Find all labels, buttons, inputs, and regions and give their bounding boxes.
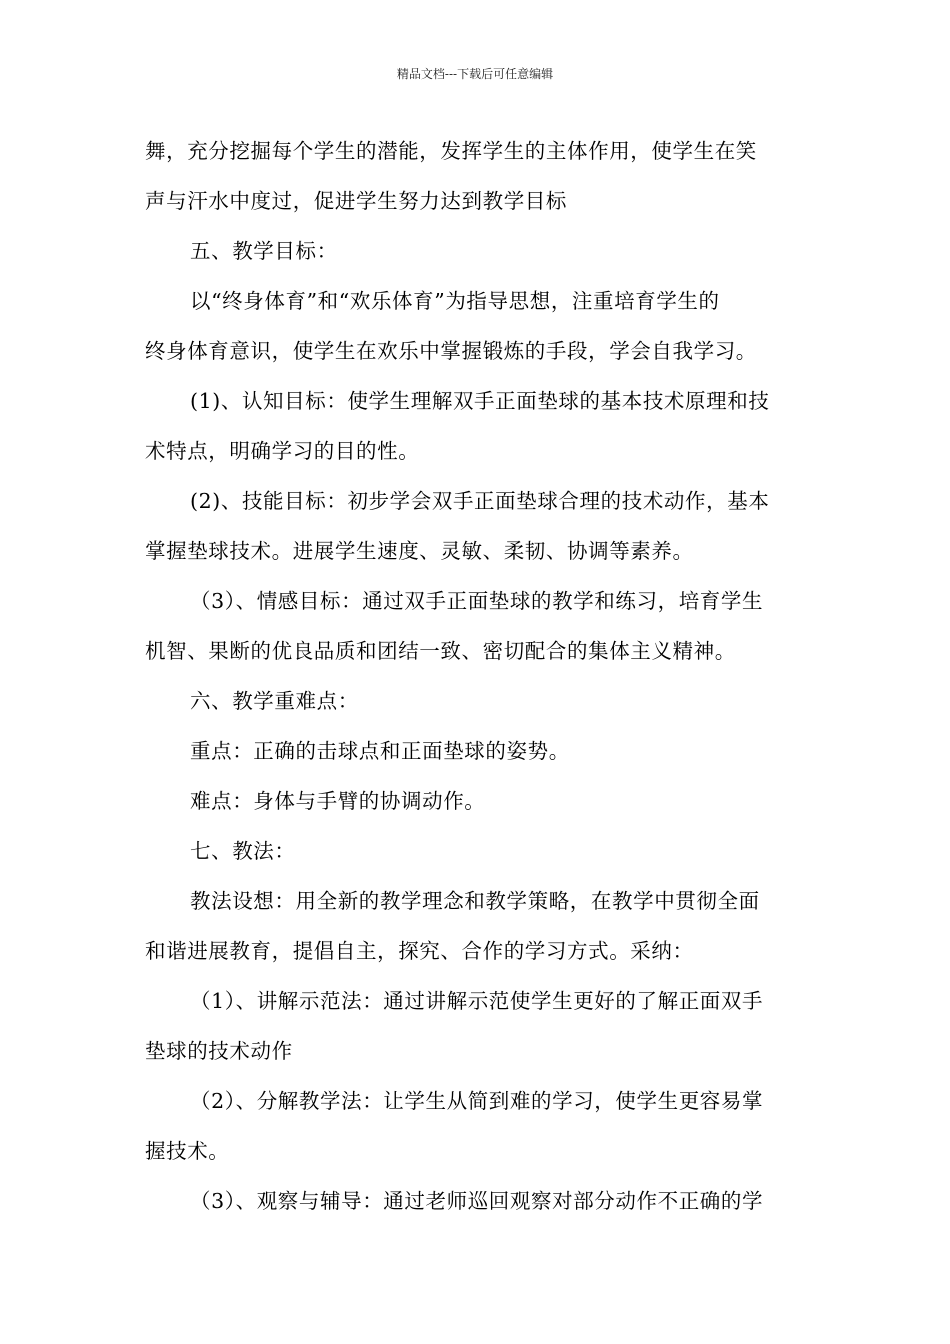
paragraph-line: 难点：身体与手臂的协调动作。 <box>190 789 486 813</box>
paragraph-line: 声与汗水中度过，促进学生努力达到教学目标 <box>145 189 567 213</box>
page-header: 精品文档---下载后可任意编辑 <box>396 67 554 81</box>
paragraph-line: 和谐进展教育，提倡自主，探究、合作的学习方式。采纳： <box>145 939 694 963</box>
paragraph-line: 以“终身体育”和“欢乐体育”为指导思想，注重培育学生的 <box>190 289 720 313</box>
paragraph-line: 舞，充分挖掘每个学生的潜能，发挥学生的主体作用，使学生在笑 <box>145 139 757 163</box>
document-body <box>145 126 810 1226</box>
section-heading: 七、教法： <box>190 839 296 863</box>
paragraph-line: （1）、讲解示范法：通过讲解示范使学生更好的了解正面双手 <box>190 989 764 1013</box>
paragraph-line: 握技术。 <box>145 1139 230 1163</box>
section-heading: 六、教学重难点： <box>190 689 359 713</box>
section-heading: 五、教学目标： <box>190 239 338 263</box>
paragraph-line: 教法设想：用全新的教学理念和教学策略，在教学中贯彻全面 <box>190 889 760 913</box>
paragraph-line: 重点：正确的击球点和正面垫球的姿势。 <box>190 739 570 763</box>
paragraph-line: 机智、果断的优良品质和团结一致、密切配合的集体主义精神。 <box>145 639 736 663</box>
paragraph-line: 终身体育意识，使学生在欢乐中掌握锻炼的手段，学会自我学习。 <box>145 339 757 363</box>
paragraph-line: （2）、分解教学法：让学生从简到难的学习，使学生更容易掌 <box>190 1089 764 1113</box>
paragraph-line: (1)、认知目标：使学生理解双手正面垫球的基本技术原理和技 <box>190 389 770 413</box>
paragraph-line: (2)、技能目标：初步学会双手正面垫球合理的技术动作，基本 <box>190 489 770 513</box>
paragraph-line: 术特点，明确学习的目的性。 <box>145 439 420 463</box>
paragraph-line: 垫球的技术动作 <box>145 1039 293 1063</box>
paragraph-line: （3）、观察与辅导：通过老师巡回观察对部分动作不正确的学 <box>190 1189 764 1213</box>
paragraph-line: （3）、情感目标：通过双手正面垫球的教学和练习，培育学生 <box>190 589 764 613</box>
paragraph-line: 掌握垫球技术。进展学生速度、灵敏、柔韧、协调等素养。 <box>145 539 694 563</box>
